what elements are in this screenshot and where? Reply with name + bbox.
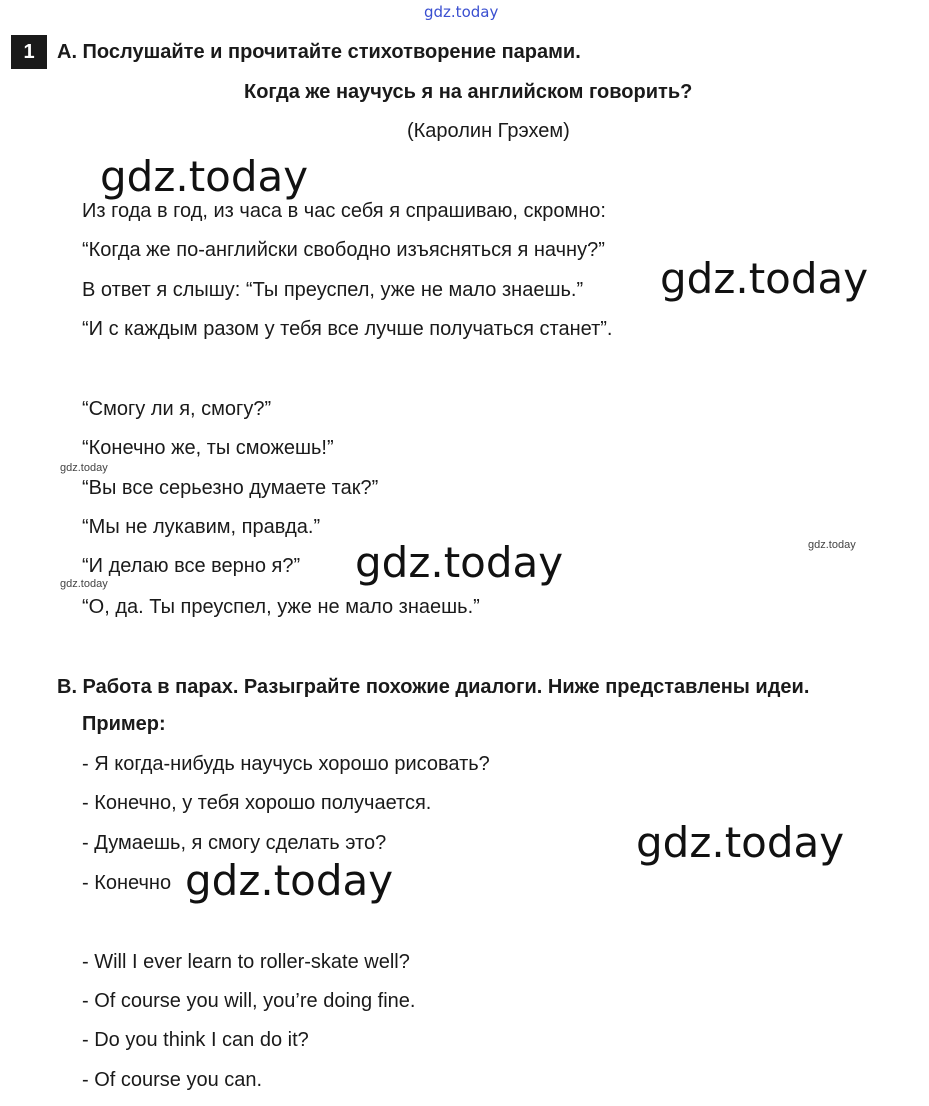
watermark-small: gdz.today bbox=[808, 539, 856, 551]
exercise-number-badge: 1 bbox=[11, 35, 47, 69]
watermark-small: gdz.today bbox=[60, 578, 108, 590]
poem-line: “И делаю все верно я?” bbox=[82, 555, 301, 577]
dialog-line: - Конечно, у тебя хорошо получается. bbox=[82, 792, 432, 814]
watermark-large: gdz.today bbox=[355, 538, 564, 587]
dialog-line: - Will I ever learn to roller-skate well? bbox=[82, 951, 410, 973]
dialog-line: - Do you think I can do it? bbox=[82, 1029, 309, 1051]
watermark-large: gdz.today bbox=[185, 856, 394, 905]
poem-line: В ответ я слышу: “Ты преуспел, уже не мало знаешь.” bbox=[82, 279, 584, 301]
watermark-small: gdz.today bbox=[60, 462, 108, 474]
poem-line: Из года в год, из часа в час себя я спрашиваю, скромно: bbox=[82, 200, 606, 222]
poem-line: “Конечно же, ты сможешь!” bbox=[82, 437, 334, 459]
dialog-line: - Of course you can. bbox=[82, 1069, 263, 1091]
poem-line: “О, да. Ты преуспел, уже не мало знаешь.” bbox=[82, 596, 480, 618]
watermark-large: gdz.today bbox=[660, 254, 869, 303]
part-b-instruction: B. Работа в парах. Разыграйте похожие диалоги. Ниже представлены идеи. bbox=[57, 676, 810, 698]
dialog-line: - Of course you will, you’re doing fine. bbox=[82, 990, 416, 1012]
poem-author: (Каролин Грэхем) bbox=[407, 120, 570, 142]
poem-line: “И с каждым разом у тебя все лучше получаться станет”. bbox=[82, 318, 613, 340]
dialog-line: - Думаешь, я смогу сделать это? bbox=[82, 832, 387, 854]
part-a-instruction: A. Послушайте и прочитайте стихотворение парами. bbox=[57, 41, 581, 63]
poem-line: “Мы не лукавим, правда.” bbox=[82, 516, 321, 538]
example-label: Пример: bbox=[82, 713, 166, 735]
poem-line: “Смогу ли я, смогу?” bbox=[82, 398, 272, 420]
dialog-line: - Я когда-нибудь научусь хорошо рисовать? bbox=[82, 753, 490, 775]
poem-line: “Вы все серьезно думаете так?” bbox=[82, 477, 379, 499]
poem-title: Когда же научусь я на английском говорить? bbox=[244, 81, 693, 103]
watermark-large: gdz.today bbox=[636, 818, 845, 867]
watermark-top: gdz.today bbox=[424, 3, 499, 21]
watermark-large: gdz.today bbox=[100, 152, 309, 201]
poem-line: “Когда же по-английски свободно изъясняться я начну?” bbox=[82, 239, 605, 261]
dialog-line: - Конечно bbox=[82, 872, 172, 894]
